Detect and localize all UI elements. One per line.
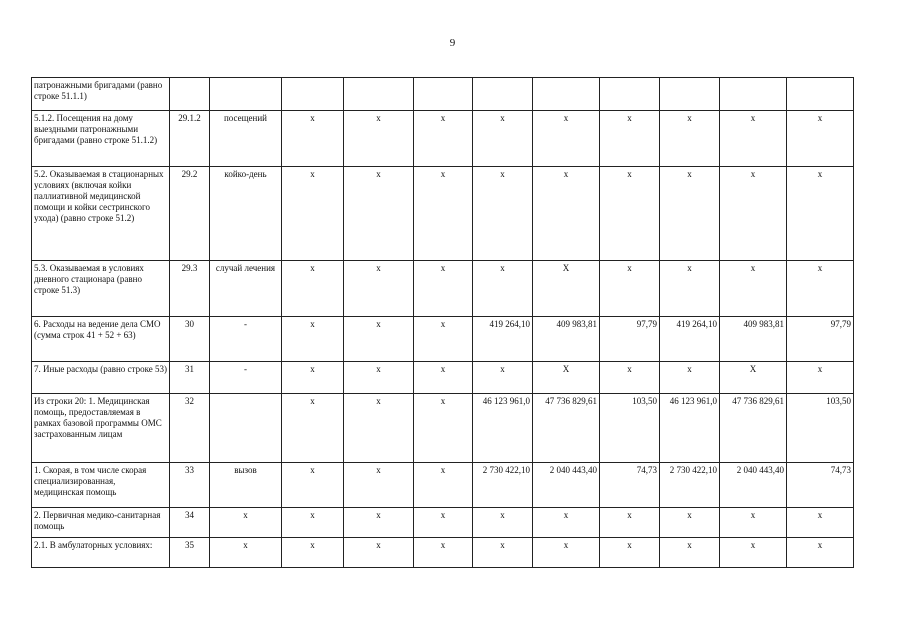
value-cell: X: [533, 261, 600, 317]
value-cell: x: [414, 317, 473, 362]
row-label-cell: 5.2. Оказываемая в стационарных условиях (включая койки паллиативной медицинской помощи и койки сестринского ухода) (равно строке 51.2): [32, 167, 170, 261]
value-cell: 2 730 422,10: [473, 463, 533, 508]
row-code-cell: 29.1.2: [170, 111, 210, 167]
row-code-cell: 29.2: [170, 167, 210, 261]
table-row: [32, 394, 854, 463]
value-cell: 47 736 829,61: [720, 394, 787, 463]
table-row: [32, 463, 854, 508]
table-row: [32, 78, 854, 111]
value-cell: x: [787, 508, 854, 538]
value-cell: x: [344, 463, 414, 508]
row-label-cell: 2. Первичная медико-санитарная помощь: [32, 508, 170, 538]
row-code-cell: 29.3: [170, 261, 210, 317]
value-cell: x: [473, 538, 533, 568]
value-cell: 409 983,81: [720, 317, 787, 362]
row-label-cell: 5.1.2. Посещения на дому выездными патронажными бригадами (равно строке 51.1.2): [32, 111, 170, 167]
value-cell: 97,79: [600, 317, 660, 362]
row-code-cell: [170, 78, 210, 111]
value-cell: [533, 78, 600, 111]
row-code-cell: 30: [170, 317, 210, 362]
row-label-cell: 7. Иные расходы (равно строке 53): [32, 362, 170, 394]
value-cell: x: [787, 362, 854, 394]
row-code-cell: 32: [170, 394, 210, 463]
table-row: [32, 538, 854, 568]
value-cell: x: [660, 261, 720, 317]
value-cell: x: [600, 167, 660, 261]
value-cell: x: [344, 317, 414, 362]
data-table: [31, 77, 854, 568]
value-cell: 2 040 443,40: [720, 463, 787, 508]
unit-cell: случай лечения: [210, 261, 282, 317]
value-cell: x: [600, 362, 660, 394]
value-cell: x: [282, 463, 344, 508]
value-cell: [720, 78, 787, 111]
value-cell: x: [344, 394, 414, 463]
value-cell: x: [787, 167, 854, 261]
value-cell: x: [344, 508, 414, 538]
value-cell: [344, 78, 414, 111]
value-cell: x: [660, 167, 720, 261]
value-cell: x: [600, 538, 660, 568]
unit-cell: посещений: [210, 111, 282, 167]
value-cell: X: [720, 362, 787, 394]
value-cell: 74,73: [600, 463, 660, 508]
value-cell: x: [473, 167, 533, 261]
row-code-cell: 31: [170, 362, 210, 394]
value-cell: x: [414, 463, 473, 508]
value-cell: x: [344, 362, 414, 394]
value-cell: x: [473, 362, 533, 394]
row-label-cell: Из строки 20: 1. Медицинская помощь, предоставляемая в рамках базовой программы ОМС застрахованным лицам: [32, 394, 170, 463]
value-cell: [473, 78, 533, 111]
table-row: [32, 362, 854, 394]
value-cell: 2 730 422,10: [660, 463, 720, 508]
unit-cell: [210, 394, 282, 463]
value-cell: x: [720, 508, 787, 538]
value-cell: x: [473, 261, 533, 317]
value-cell: x: [787, 111, 854, 167]
unit-cell: вызов: [210, 463, 282, 508]
value-cell: 419 264,10: [473, 317, 533, 362]
value-cell: x: [660, 508, 720, 538]
value-cell: [660, 78, 720, 111]
page-number: 9: [449, 37, 456, 49]
value-cell: 97,79: [787, 317, 854, 362]
value-cell: x: [533, 538, 600, 568]
value-cell: x: [282, 261, 344, 317]
row-code-cell: 35: [170, 538, 210, 568]
value-cell: x: [414, 394, 473, 463]
value-cell: x: [344, 538, 414, 568]
unit-cell: -: [210, 317, 282, 362]
value-cell: x: [660, 362, 720, 394]
row-label-cell: 5.3. Оказываемая в условиях дневного стационара (равно строке 51.3): [32, 261, 170, 317]
unit-cell: x: [210, 538, 282, 568]
value-cell: x: [787, 261, 854, 317]
value-cell: x: [660, 111, 720, 167]
row-code-cell: 33: [170, 463, 210, 508]
value-cell: X: [533, 362, 600, 394]
value-cell: x: [787, 538, 854, 568]
table-row: [32, 111, 854, 167]
value-cell: 103,50: [787, 394, 854, 463]
value-cell: [600, 78, 660, 111]
value-cell: 46 123 961,0: [660, 394, 720, 463]
value-cell: x: [600, 111, 660, 167]
value-cell: x: [473, 508, 533, 538]
value-cell: x: [282, 317, 344, 362]
value-cell: x: [282, 111, 344, 167]
value-cell: [282, 78, 344, 111]
value-cell: 103,50: [600, 394, 660, 463]
unit-cell: x: [210, 508, 282, 538]
value-cell: x: [473, 111, 533, 167]
value-cell: 2 040 443,40: [533, 463, 600, 508]
value-cell: x: [720, 111, 787, 167]
row-label-cell: патронажными бригадами (равно строке 51.1.1): [32, 78, 170, 111]
unit-cell: -: [210, 362, 282, 394]
value-cell: 419 264,10: [660, 317, 720, 362]
value-cell: x: [660, 538, 720, 568]
value-cell: x: [720, 261, 787, 317]
table-row: [32, 261, 854, 317]
row-code-cell: 34: [170, 508, 210, 538]
value-cell: 47 736 829,61: [533, 394, 600, 463]
value-cell: x: [533, 508, 600, 538]
value-cell: x: [414, 362, 473, 394]
value-cell: x: [282, 362, 344, 394]
value-cell: 46 123 961,0: [473, 394, 533, 463]
value-cell: x: [414, 167, 473, 261]
value-cell: [787, 78, 854, 111]
table-row: [32, 317, 854, 362]
value-cell: x: [282, 538, 344, 568]
unit-cell: [210, 78, 282, 111]
value-cell: 409 983,81: [533, 317, 600, 362]
value-cell: x: [282, 167, 344, 261]
value-cell: x: [414, 508, 473, 538]
value-cell: x: [414, 538, 473, 568]
value-cell: x: [344, 167, 414, 261]
value-cell: x: [533, 167, 600, 261]
value-cell: x: [720, 167, 787, 261]
value-cell: [414, 78, 473, 111]
value-cell: x: [533, 111, 600, 167]
value-cell: x: [414, 111, 473, 167]
table-row: [32, 167, 854, 261]
value-cell: x: [344, 111, 414, 167]
value-cell: x: [282, 508, 344, 538]
row-label-cell: 6. Расходы на ведение дела СМО (сумма строк 41 + 52 + 63): [32, 317, 170, 362]
value-cell: x: [282, 394, 344, 463]
value-cell: x: [344, 261, 414, 317]
value-cell: x: [414, 261, 473, 317]
unit-cell: койко-день: [210, 167, 282, 261]
row-label-cell: 1. Скорая, в том числе скорая специализированная, медицинская помощь: [32, 463, 170, 508]
row-label-cell: 2.1. В амбулаторных условиях:: [32, 538, 170, 568]
table-row: [32, 508, 854, 538]
value-cell: x: [600, 261, 660, 317]
value-cell: x: [600, 508, 660, 538]
value-cell: x: [720, 538, 787, 568]
value-cell: 74,73: [787, 463, 854, 508]
